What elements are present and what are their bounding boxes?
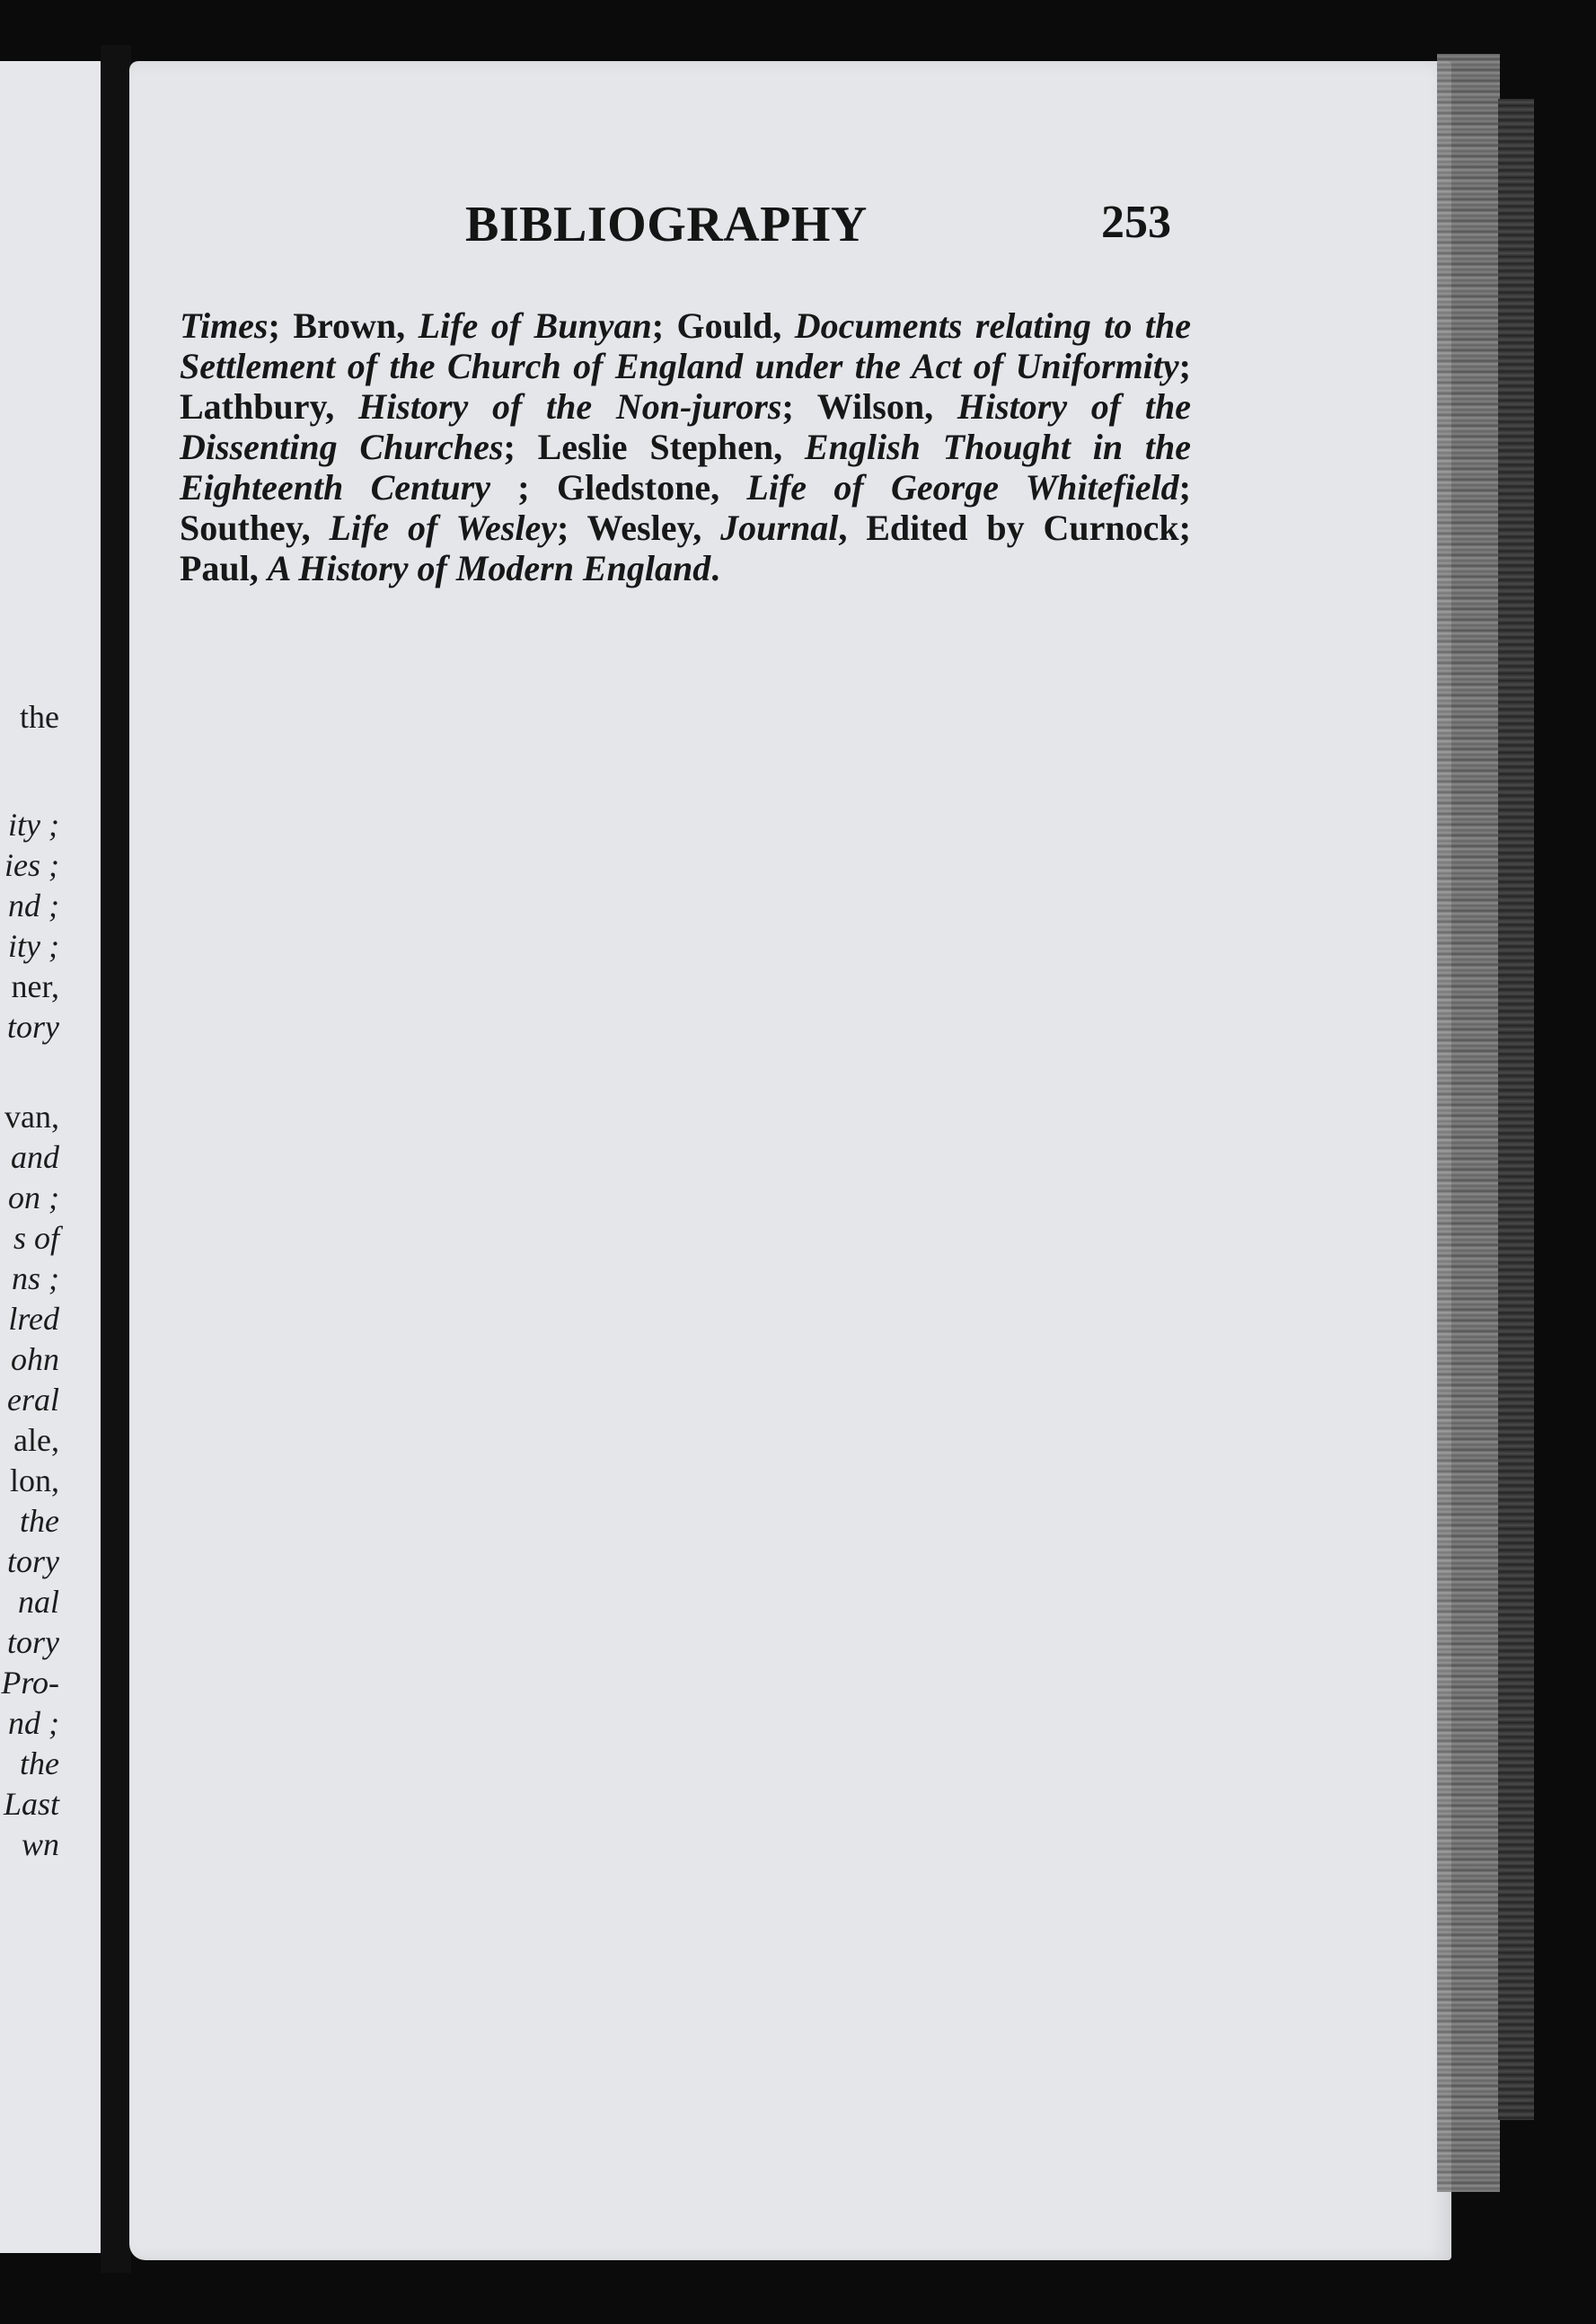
left-page-line-fragment: van, bbox=[4, 1099, 59, 1135]
entry-author: Southey, bbox=[180, 508, 330, 548]
left-page-line-fragment: the bbox=[20, 1745, 59, 1781]
bibliography-entry bbox=[180, 508, 586, 548]
bibliography-entry bbox=[180, 386, 817, 427]
left-page-line-fragment: ity ; bbox=[8, 928, 59, 964]
left-page-line-fragment: ohn bbox=[11, 1341, 59, 1377]
entry-separator: ; bbox=[268, 305, 294, 346]
running-head: BIBLIOGRAPHY bbox=[465, 197, 868, 252]
entry-title: Journal bbox=[720, 508, 839, 548]
entry-author: Leslie Stephen, bbox=[537, 427, 805, 467]
entry-author: Gledstone, bbox=[556, 467, 747, 508]
entry-title: History of the Dissenting Churches bbox=[180, 386, 1191, 467]
left-page-line-fragment: nd ; bbox=[8, 888, 59, 923]
bibliography-entry bbox=[180, 305, 293, 346]
left-page-line-fragment: wn bbox=[21, 1826, 59, 1862]
entry-author: Paul, bbox=[180, 548, 268, 588]
previous-page-fragment bbox=[0, 61, 101, 2253]
left-page-line-fragment: lred bbox=[8, 1301, 59, 1337]
left-page-line-fragment: the bbox=[20, 699, 59, 735]
left-page-line-fragment: tory bbox=[7, 1543, 59, 1579]
left-page-line-fragment: eral bbox=[7, 1382, 59, 1418]
entry-author: Wesley, bbox=[586, 508, 721, 548]
page-number: 253 bbox=[1101, 197, 1171, 248]
entry-title: History of the Non-jurors bbox=[358, 386, 782, 427]
left-page-line-fragment: nd ; bbox=[8, 1705, 59, 1741]
entry-title: A History of Modern England bbox=[267, 548, 711, 588]
left-page-line-fragment: Pro- bbox=[1, 1665, 59, 1701]
bibliography-paragraph bbox=[180, 305, 1191, 588]
left-page-line-fragment: on ; bbox=[8, 1180, 59, 1215]
entry-title: Life of Bunyan bbox=[418, 305, 652, 346]
entry-separator: ; bbox=[503, 427, 538, 467]
bibliography-entry bbox=[557, 467, 1191, 508]
book-cover-edge bbox=[1498, 99, 1534, 2120]
left-page-line-fragment: ale, bbox=[13, 1422, 59, 1458]
left-page-line-fragment: the bbox=[20, 1503, 59, 1539]
page-block-edge bbox=[1437, 54, 1500, 2192]
left-page-line-fragment: ner, bbox=[11, 968, 59, 1004]
bibliography-entry bbox=[293, 305, 676, 346]
left-page-line-fragment: lon, bbox=[9, 1462, 59, 1498]
entry-separator: ; bbox=[1178, 467, 1191, 508]
left-page-line-fragment: ity ; bbox=[8, 807, 59, 843]
left-page-line-fragment: Last bbox=[3, 1786, 59, 1822]
entry-author: Gould, bbox=[676, 305, 795, 346]
entry-author: Wilson, bbox=[816, 386, 957, 427]
bibliography-entry bbox=[180, 548, 719, 588]
entry-title: Documents relating to the Settlement of the Church of England under the Act of Uniformity bbox=[180, 305, 1192, 386]
entry-separator: ; bbox=[557, 508, 587, 548]
entry-author: Lathbury, bbox=[180, 386, 359, 427]
entry-title: English Thought in the Eighteenth Century bbox=[180, 427, 1191, 508]
left-page-line-fragment: ns ; bbox=[12, 1260, 59, 1296]
left-page-line-fragment: nal bbox=[17, 1584, 59, 1620]
entry-separator: ; bbox=[1178, 346, 1191, 386]
book-gutter bbox=[101, 45, 131, 2273]
entry-separator: . bbox=[710, 548, 720, 588]
entry-separator: ; bbox=[651, 305, 677, 346]
entry-title: Life of George Whitefield bbox=[746, 467, 1179, 508]
entry-title: Life of Wesley bbox=[329, 508, 557, 548]
bibliography-entry bbox=[586, 508, 1191, 548]
entry-author: Brown, bbox=[293, 305, 419, 346]
left-page-line-fragment: s of bbox=[13, 1220, 59, 1256]
entry-separator: ; bbox=[489, 467, 557, 508]
entry-separator: ; bbox=[781, 386, 817, 427]
left-page-line-fragment: tory bbox=[7, 1624, 59, 1660]
left-page-line-fragment: ies ; bbox=[4, 847, 59, 883]
entry-separator: , Edited by Curnock; bbox=[838, 508, 1191, 548]
entry-title: Times bbox=[180, 305, 269, 346]
left-page-line-fragment: tory bbox=[7, 1009, 59, 1045]
left-page-line-fragment: and bbox=[11, 1139, 59, 1175]
